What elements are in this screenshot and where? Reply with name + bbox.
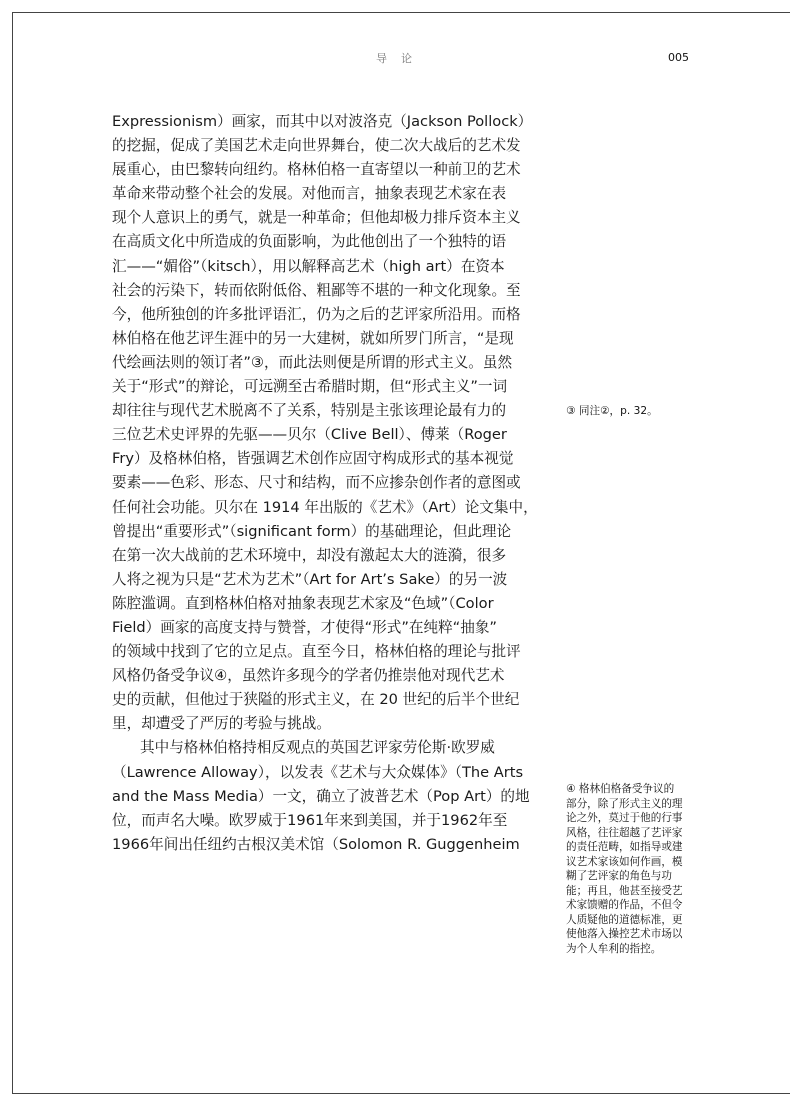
- body-text: [112, 110, 544, 857]
- body-line: （Lawrence Alloway），以发表《艺术与大众媒体》（The Arts: [112, 763, 524, 781]
- body-line: 在高质文化中所造成的负面影响，为此他创出了一个独特的语: [112, 233, 507, 251]
- body-line: 林伯格在他艺评生涯中的另一大建树，就如所罗门所言，“是现: [112, 329, 514, 347]
- footnote-line: ④ 格林伯格备受争议的: [566, 783, 675, 795]
- footnote-4: [566, 782, 734, 956]
- page-number: 005: [668, 51, 689, 64]
- body-line: 关于“形式”的辩论，可远溯至古希腊时期，但“形式主义”一词: [112, 378, 508, 396]
- body-line: Fry）及格林伯格，皆强调艺术创作应固守构成形式的基本视觉: [112, 450, 514, 468]
- body-line: 里，却遭受了严厉的考验与挑战。: [112, 715, 331, 733]
- body-line: 三位艺术史评界的先驱——贝尔（Clive Bell）、傅莱（Roger: [112, 426, 507, 444]
- body-line: 风格仍备受争议④，虽然许多现今的学者仍推崇他对现代艺术: [112, 667, 505, 685]
- footnote-line: 风格，往往超越了艺评家: [566, 826, 683, 839]
- body-line: 1966年间出任纽约古根汉美术馆（Solomon R. Guggenheim: [112, 835, 520, 853]
- body-line: 任何社会功能。贝尔在 1914 年出版的《艺术》（Art）论文集中，: [112, 498, 538, 516]
- body-line: 陈腔滥调。直到格林伯格对抽象表现艺术家及“色域”（Color: [112, 594, 494, 612]
- footnote-line: ③ 同注②，p. 32。: [566, 405, 658, 417]
- body-line: 位，而声名大噪。欧罗威于1961年来到美国，并于1962年至: [112, 811, 508, 829]
- footnote-line: 糊了艺评家的角色与功: [566, 870, 672, 882]
- body-line: 在第一次大战前的艺术环境中，却没有激起太大的涟漪，很多: [112, 546, 507, 564]
- body-line: 要素——色彩、形态、尺寸和结构，而不应掺杂创作者的意图或: [112, 474, 521, 492]
- body-line: 展重心，由巴黎转向纽约。格林伯格一直寄望以一种前卫的艺术: [112, 161, 521, 179]
- body-line: 的领域中找到了它的立足点。直至今日，格林伯格的理论与批评: [112, 643, 521, 661]
- body-line: 现个人意识上的勇气，就是一种革命；但他却极力排斥资本主义: [112, 209, 521, 227]
- footnote-line: 议艺术家该如何作画，模: [566, 855, 683, 868]
- body-line: 社会的污染下，转而依附低俗、粗鄙等不堪的一种文化现象。至: [112, 281, 521, 299]
- body-line: and the Mass Media）一文，确立了波普艺术（Pop Art）的地: [112, 787, 530, 805]
- body-line-paragraph-start: 其中与格林伯格持相反观点的英国艺评家劳伦斯·欧罗威: [140, 739, 495, 757]
- footnote-line: 使他落入操控艺术市场以: [566, 928, 683, 940]
- footnote-line: 论之外，莫过于他的行事: [566, 812, 683, 824]
- footnote-3: [566, 404, 734, 419]
- body-line: 的挖掘，促成了美国艺术走向世界舞台，使二次大战后的艺术发: [112, 137, 521, 155]
- footnote-line: 术家馈赠的作品，不但令: [566, 899, 683, 911]
- body-line: 代绘画法则的领订者”③，而此法则便是所谓的形式主义。虽然: [112, 353, 513, 371]
- footnote-line: 的责任范畴，如指导或建: [566, 841, 683, 853]
- body-line: 革命来带动整个社会的发展。对他而言，抽象表现艺术家在表: [112, 185, 507, 203]
- footnote-line: 能；再且，他甚至接受艺: [566, 884, 683, 897]
- body-line: 今，他所独创的许多批评语汇，仍为之后的艺评家所沿用。而格: [112, 305, 521, 323]
- body-line: Field）画家的高度支持与赞誉，才使得“形式”在纯粹“抽象”: [112, 618, 497, 636]
- body-line: 汇——“媚俗”（kitsch），用以解释高艺术（high art）在资本: [112, 257, 505, 275]
- footnote-line: 人质疑他的道德标准，更: [566, 913, 683, 926]
- running-header: 导论: [376, 52, 426, 65]
- body-line: 却往往与现代艺术脱离不了关系，特别是主张该理论最有力的: [112, 402, 507, 420]
- footnote-line: 部分，除了形式主义的理: [566, 797, 683, 810]
- page-frame-bottom: [12, 1093, 790, 1094]
- footnote-line: 为个人牟利的指控。: [566, 942, 662, 955]
- page-frame-top: [12, 12, 790, 13]
- body-line: 人将之视为只是“艺术为艺术”（Art for Art’s Sake）的另一波: [112, 570, 508, 588]
- body-line: 史的贡献，但他过于狭隘的形式主义，在 20 世纪的后半个世纪: [112, 691, 520, 709]
- page-frame-left: [12, 12, 13, 1094]
- body-line: Expressionism）画家，而其中以对波洛克（Jackson Pollock）: [112, 113, 533, 130]
- body-line: 曾提出“重要形式”（significant form）的基础理论，但此理论: [112, 522, 512, 540]
